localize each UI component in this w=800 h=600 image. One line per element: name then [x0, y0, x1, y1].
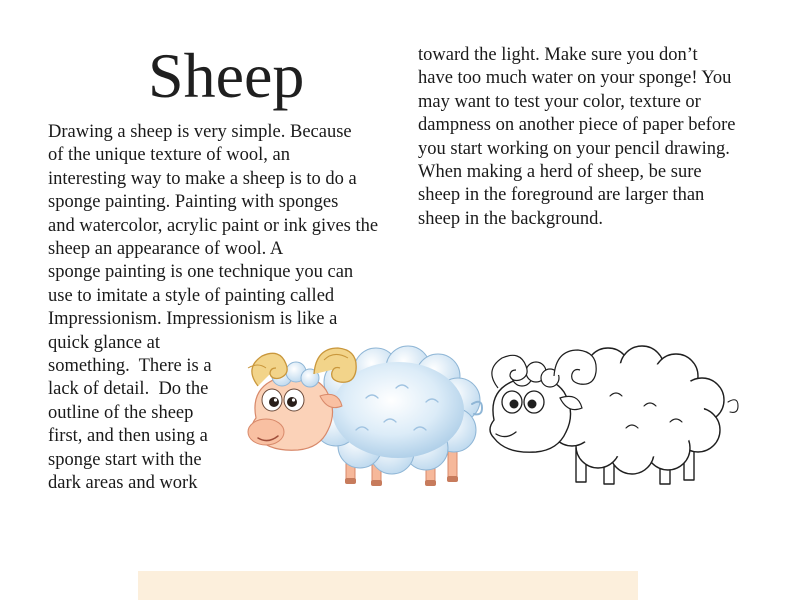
text-line: dark areas and work [48, 473, 198, 494]
text-line: sheep in the background. [418, 208, 603, 229]
text-line: first, and then using a [48, 426, 208, 447]
text-line: use to imitate a style of painting called [48, 285, 335, 306]
text-line: When making a herd of sheep, be sure [418, 162, 702, 183]
text-line: outline of the sheep [48, 402, 194, 423]
text-line: sponge painting is one technique you can [48, 262, 354, 283]
text-line: may want to test your color, texture or [418, 91, 701, 112]
page-title: Sheep [148, 40, 305, 111]
text-line: sponge start with the [48, 449, 202, 470]
text-line: you start working on your pencil drawing. [418, 138, 730, 159]
text-line: sheep an appearance of wool. A [48, 239, 284, 260]
text-line: interesting way to make a sheep is to do a [48, 168, 357, 189]
colored-sheep-illustration [236, 338, 488, 490]
footer-bar [138, 571, 638, 600]
text-line: of the unique texture of wool, an [48, 145, 290, 166]
text-line: Drawing a sheep is very simple. Because [48, 122, 352, 142]
text-line: something. There is a [48, 356, 212, 377]
text-line: sponge painting. Painting with sponges [48, 192, 339, 213]
text-line: and watercolor, acrylic paint or ink gives the [48, 215, 379, 236]
right-text-column [418, 44, 735, 231]
text-line: toward the light. Make sure you don’t [418, 45, 698, 65]
text-line: dampness on another piece of paper before [418, 115, 736, 136]
text-line: sheep in the foreground are larger than [418, 185, 705, 206]
text-line: have too much water on your sponge! You [418, 68, 732, 89]
text-line: quick glance at [48, 332, 160, 353]
text-line: Impressionism. Impressionism is like a [48, 309, 338, 330]
text-line: lack of detail. Do the [48, 379, 209, 400]
outline-sheep-illustration [480, 340, 748, 490]
